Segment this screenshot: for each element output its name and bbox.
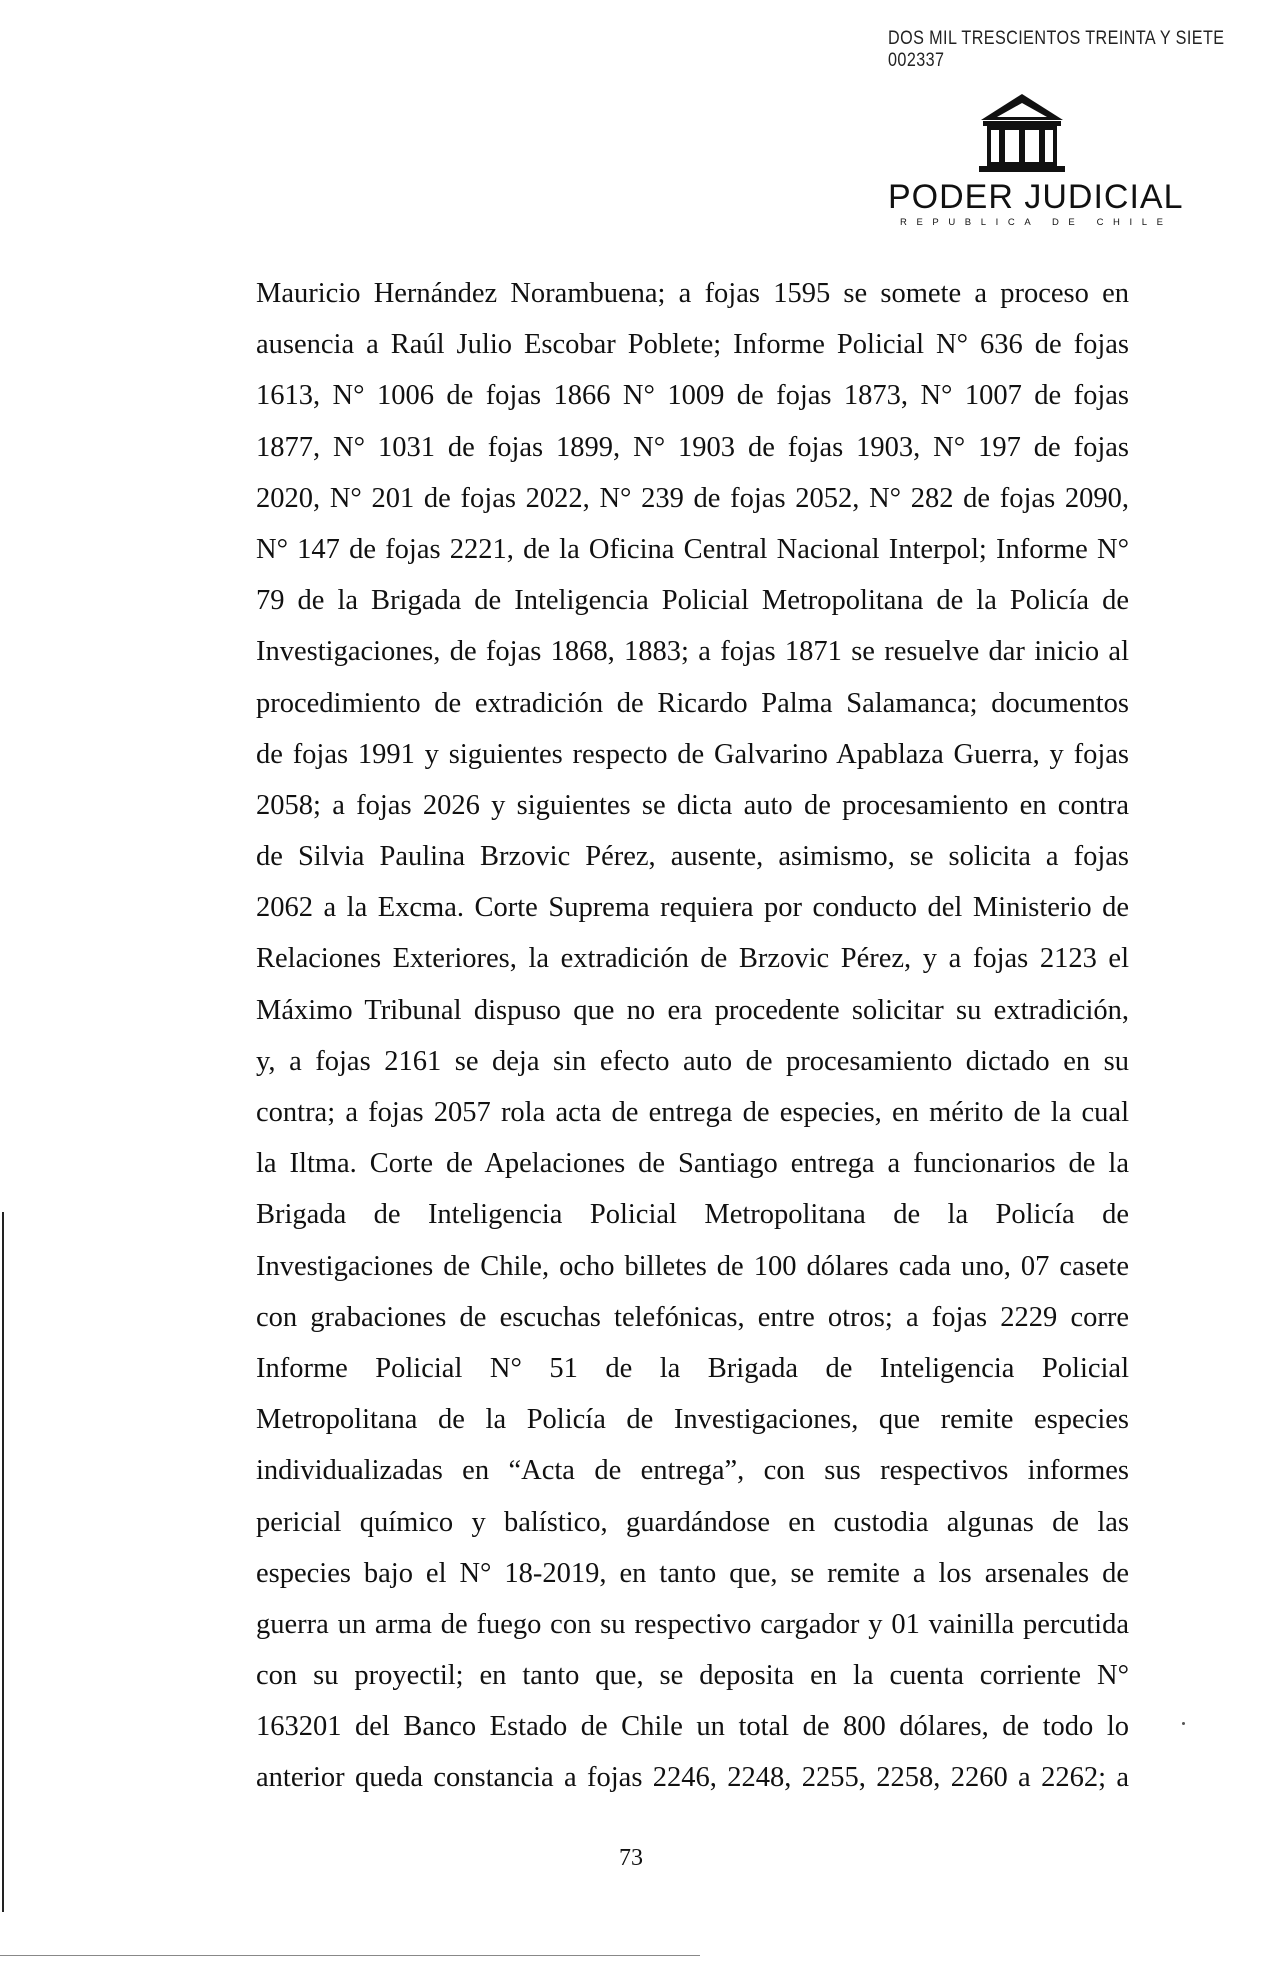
text-line: N° 147 de fojas 2221, de la Oficina Central Nacional Interpol; Informe N°: [256, 533, 1129, 565]
text-line: procedimiento de extradición de Ricardo Palma Salamanca; documentos: [256, 687, 1129, 719]
text-line: contra; a fojas 2057 rola acta de entrega de especies, en mérito de la cual: [256, 1097, 1129, 1128]
text-line: Máximo Tribunal dispuso que no era procedente solicitar su extradición,: [256, 994, 1129, 1026]
courthouse-icon: [967, 90, 1077, 176]
scan-bottom-line: [0, 1955, 700, 1956]
text-line: Brigada de Inteligencia Policial Metropolitana de la Policía de: [256, 1199, 1129, 1231]
text-line: guerra un arma de fuego con su respectivo cargador y 01 vainilla percutida: [256, 1608, 1129, 1640]
text-line: pericial químico y balístico, guardándose en custodia algunas de las: [256, 1506, 1129, 1538]
text-line: Investigaciones de Chile, ocho billetes de 100 dólares cada uno, 07 casete: [256, 1250, 1129, 1282]
text-line: Mauricio Hernández Norambuena; a fojas 1595 se somete a proceso en: [256, 278, 1129, 309]
text-line: 1613, N° 1006 de fojas 1866 N° 1009 de fojas 1873, N° 1007 de fojas: [256, 380, 1129, 412]
document-body: [256, 268, 1129, 1804]
scan-edge-line: [2, 1212, 4, 1912]
text-line: 1877, N° 1031 de fojas 1899, N° 1903 de fojas 1903, N° 197 de fojas: [256, 431, 1129, 463]
text-line: Metropolitana de la Policía de Investigaciones, que remite especies: [256, 1404, 1129, 1436]
text-line: la Iltma. Corte de Apelaciones de Santiago entrega a funcionarios de la: [256, 1148, 1129, 1180]
text-line: con su proyectil; en tanto que, se deposita en la cuenta corriente N°: [256, 1660, 1129, 1692]
poder-judicial-logo: [888, 90, 1184, 228]
text-line: Investigaciones, de fojas 1868, 1883; a fojas 1871 se resuelve dar inicio al: [256, 636, 1129, 668]
institution-subtitle: REPUBLICA DE CHILE: [900, 217, 1173, 228]
text-line: con grabaciones de escuchas telefónicas, entre otros; a fojas 2229 corre: [256, 1301, 1129, 1333]
page-number: 73: [619, 1845, 643, 1871]
text-line: especies bajo el N° 18-2019, en tanto que, se remite a los arsenales de: [256, 1557, 1129, 1589]
text-line: 79 de la Brigada de Inteligencia Policial Metropolitana de la Policía de: [256, 585, 1129, 617]
text-line: individualizadas en “Acta de entrega”, con sus respectivos informes: [256, 1455, 1129, 1487]
text-line: 2020, N° 201 de fojas 2022, N° 239 de fojas 2052, N° 282 de fojas 2090,: [256, 482, 1129, 514]
text-line: 2058; a fojas 2026 y siguientes se dicta auto de procesamiento en contra: [256, 789, 1129, 821]
stamp-number: 002337: [888, 50, 945, 71]
text-line: de Silvia Paulina Brzovic Pérez, ausente, asimismo, se solicita a fojas: [256, 841, 1129, 873]
page-stamp: [888, 28, 1224, 72]
text-line: ausencia a Raúl Julio Escobar Poblete; Informe Policial N° 636 de fojas: [256, 329, 1129, 361]
text-line: Relaciones Exteriores, la extradición de Brzovic Pérez, y a fojas 2123 el: [256, 943, 1129, 975]
text-line: de fojas 1991 y siguientes respecto de Galvarino Apablaza Guerra, y fojas: [256, 738, 1129, 770]
text-line: anterior queda constancia a fojas 2246, 2248, 2255, 2258, 2260 a 2262; a: [256, 1762, 1129, 1794]
text-line: 2062 a la Excma. Corte Suprema requiera por conducto del Ministerio de: [256, 892, 1129, 924]
text-line: Informe Policial N° 51 de la Brigada de Inteligencia Policial: [256, 1352, 1129, 1384]
institution-title: PODER JUDICIAL: [888, 178, 1184, 216]
text-line: 163201 del Banco Estado de Chile un total de 800 dólares, de todo lo: [256, 1711, 1129, 1743]
text-line: y, a fojas 2161 se deja sin efecto auto de procesamiento dictado en su: [256, 1045, 1129, 1077]
scan-speck: [1182, 1722, 1185, 1725]
stamp-words: DOS MIL TRESCIENTOS TREINTA Y SIETE: [888, 28, 1225, 49]
